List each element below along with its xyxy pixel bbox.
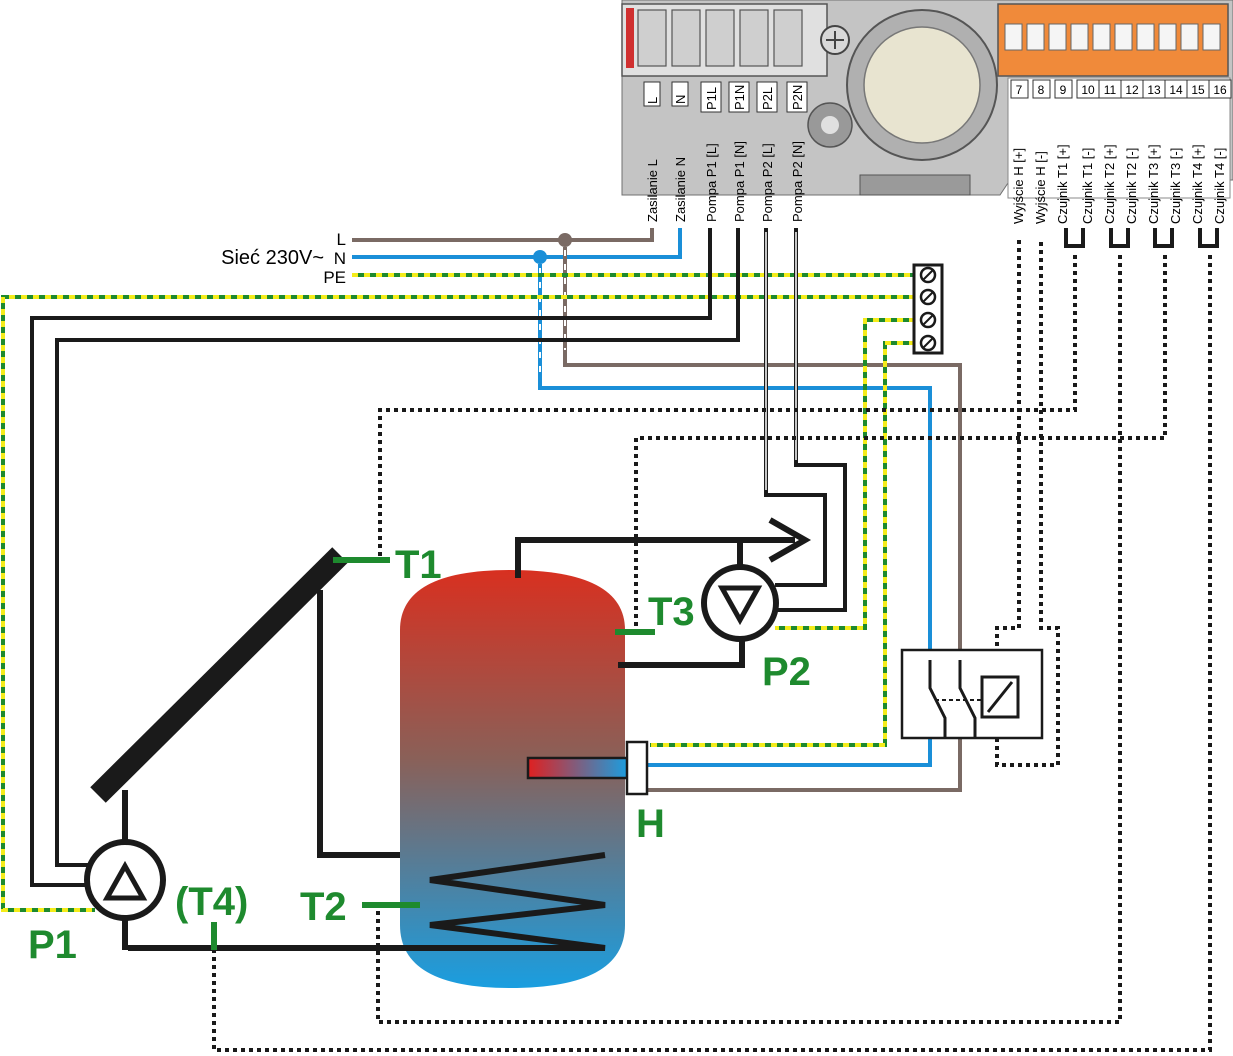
terminal-num-16: 16 xyxy=(1213,83,1227,97)
label-czujnik-t1-minus: Czujnik T1 [-] xyxy=(1080,147,1095,224)
supply-labels xyxy=(221,230,346,287)
wire-sensor-t1 xyxy=(380,255,1075,560)
label-czujnik-t3-plus: Czujnik T3 [+] xyxy=(1146,144,1161,224)
label-supply-network: Sieć 230V~ xyxy=(221,247,324,269)
terminal-num-10: 10 xyxy=(1081,83,1095,97)
label-czujnik-t3-minus: Czujnik T3 [-] xyxy=(1168,147,1183,224)
junction-n xyxy=(533,250,547,264)
terminal-P1L: P1L xyxy=(704,86,719,110)
pump-p1 xyxy=(87,842,163,950)
label-zasilanie-l: Zasilanie L xyxy=(645,159,660,222)
terminal-num-8: 8 xyxy=(1037,83,1045,97)
label-t1: T1 xyxy=(395,543,442,587)
terminal-num-12: 12 xyxy=(1125,83,1139,97)
label-h: H xyxy=(636,802,665,846)
label-pompa-p2-l: Pompa P2 [L] xyxy=(760,143,775,222)
terminal-L: L xyxy=(645,96,660,104)
label-supply-pe: PE xyxy=(323,268,346,287)
relay xyxy=(902,650,1042,738)
junction-l xyxy=(558,233,572,247)
wire-sensor-t4 xyxy=(214,255,1210,1050)
pump-p2 xyxy=(704,567,776,639)
terminal-N: N xyxy=(673,94,688,104)
label-czujnik-t2-minus: Czujnik T2 [-] xyxy=(1124,147,1139,224)
label-czujnik-t4-plus: Czujnik T4 [+] xyxy=(1190,144,1205,224)
label-pompa-p1-l: Pompa P1 [L] xyxy=(704,143,719,222)
heater-head xyxy=(627,742,647,794)
label-zasilanie-n: Zasilanie N xyxy=(673,156,688,222)
label-p1: P1 xyxy=(28,923,77,967)
wire-supply-n xyxy=(352,228,680,257)
terminal-num-15: 15 xyxy=(1191,83,1205,97)
label-t2: T2 xyxy=(300,885,347,929)
terminal-num-9: 9 xyxy=(1059,83,1067,97)
terminal-P2L: P2L xyxy=(760,86,775,110)
label-wyjscie-h-plus: Wyjście H [+] xyxy=(1011,147,1026,224)
label-t3: T3 xyxy=(648,590,695,634)
terminal-num-13: 13 xyxy=(1147,83,1161,97)
terminal-num-11: 11 xyxy=(1103,83,1117,97)
wire-supply-l xyxy=(352,228,652,240)
terminal-num-14: 14 xyxy=(1169,83,1183,97)
label-czujnik-t1-plus: Czujnik T1 [+] xyxy=(1055,144,1070,224)
label-supply-n: N xyxy=(333,249,346,268)
electric-heater-element xyxy=(528,758,628,778)
label-czujnik-t4-minus: Czujnik T4 [-] xyxy=(1212,147,1227,224)
label-t4: (T4) xyxy=(175,880,249,924)
terminal-P2N: P2N xyxy=(790,84,805,110)
label-pompa-p1-n: Pompa P1 [N] xyxy=(732,141,747,222)
terminal-P1N: P1N xyxy=(732,84,747,110)
label-czujnik-t2-plus: Czujnik T2 [+] xyxy=(1102,144,1117,224)
label-pompa-p2-n: Pompa P2 [N] xyxy=(790,141,805,222)
label-wyjscie-h-minus: Wyjście H [-] xyxy=(1033,151,1048,224)
label-p2: P2 xyxy=(762,650,811,694)
terminal-num-7: 7 xyxy=(1015,83,1023,97)
label-supply-l: L xyxy=(336,230,346,249)
